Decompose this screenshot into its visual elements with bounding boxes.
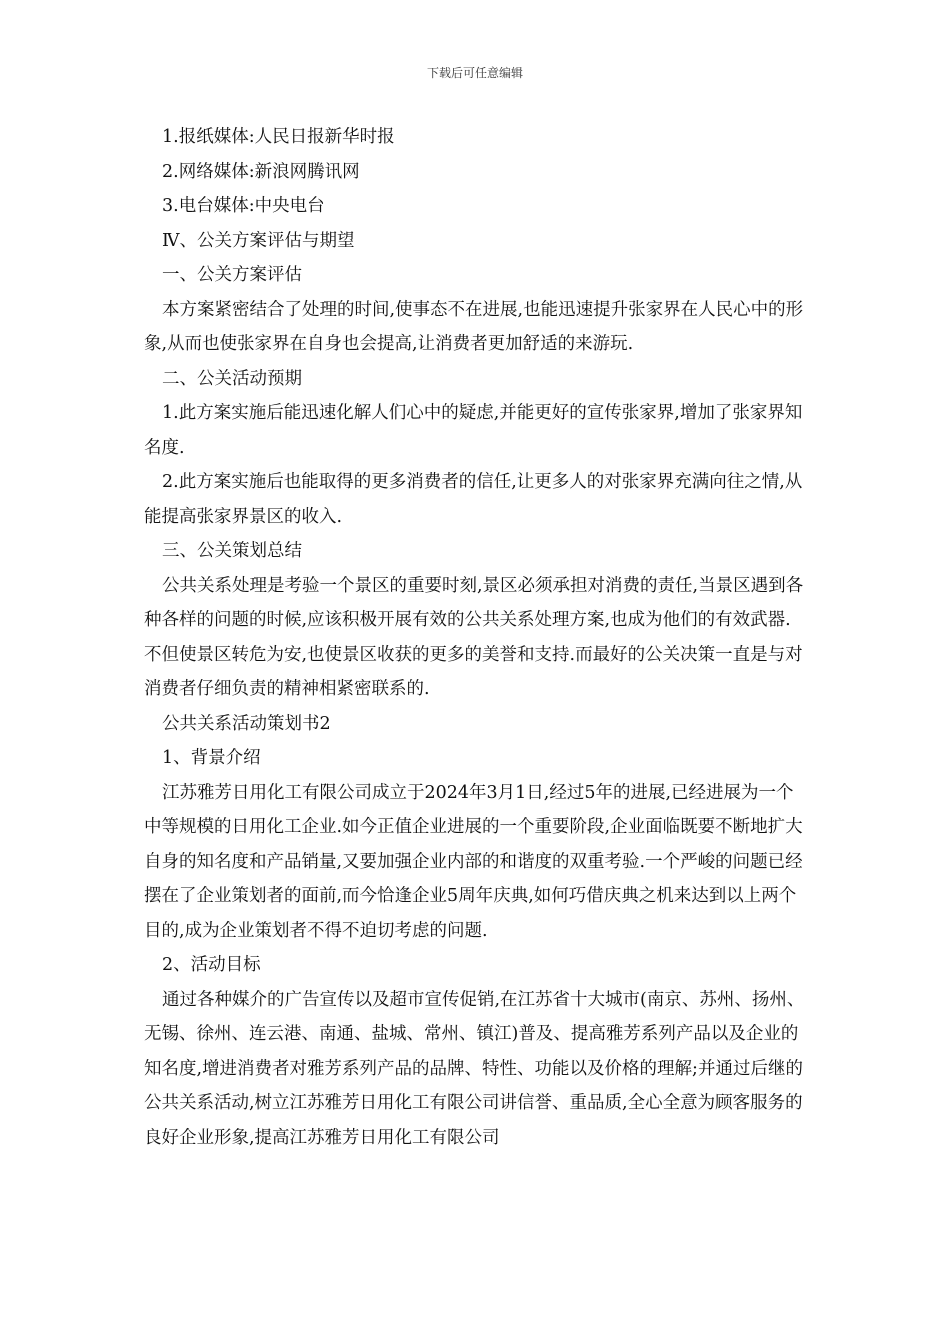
paragraph-evaluation: 本方案紧密结合了处理的时间,使事态不在进展,也能迅速提升张家界在人民心中的形象,从而也使张家界在自身也会提高,让消费者更加舒适的来游玩. bbox=[144, 299, 804, 354]
subheading-summary: 三、公关策划总结 bbox=[162, 541, 302, 561]
paragraph-media-internet: 2.网络媒体:新浪网腾讯网 bbox=[162, 161, 360, 182]
subheading-expectations: 二、公关活动预期 bbox=[162, 368, 302, 389]
section-heading-evaluation: Ⅳ、公关方案评估与期望 bbox=[162, 230, 355, 251]
paragraph-summary: 公共关系处理是考验一个景区的重要时刻,景区必须承担对消费的责任,当景区遇到各种各样的问题的时候,应该积极开展有效的公共关系处理方案,也成为他们的有效武器.不但使景区转危为安,也使景区收获的更多的美誉和支持.而最好的公关决策一直是与对消费者仔细负责的精神相紧密联系的. bbox=[144, 575, 804, 699]
paragraph-expectation-1: 1.此方案实施后能迅速化解人们心中的疑虑,并能更好的宣传张家界,增加了张家界知名度. bbox=[144, 403, 803, 458]
paragraph-activity-goals: 通过各种媒介的广告宣传以及超市宣传促销,在江苏省十大城市(南京、苏州、扬州、无锡、徐州、连云港、南通、盐城、常州、镇江)普及、提高雅芳系列产品以及企业的知名度,增进消费者对雅芳系列产品的品牌、特性、功能以及价格的理解;并通过后继的公共关系活动,树立江苏雅芳日用化工有限公司讲信誉、重品质,全心全意为顾客服务的良好企业形象,提高江苏雅芳日用化工有限公司 bbox=[144, 989, 805, 1148]
subheading-activity-goals: 2、活动目标 bbox=[162, 955, 261, 975]
paragraph-background: 江苏雅芳日用化工有限公司成立于2024年3月1日,经过5年的进展,已经进展为一个中等规模的日用化工企业.如今正值企业进展的一个重要阶段,企业面临既要不断地扩大自身的知名度和产品销量,又要加强企业内部的和谐度的双重考验.一个严峻的问题已经摆在了企业策划者的面前,而今恰逢企业5周年庆典,如何巧借庆典之机来达到以上两个目的,成为企业策划者不得不迫切考虑的问题. bbox=[144, 782, 803, 941]
paragraph-media-radio: 3.电台媒体:中央电台 bbox=[162, 196, 325, 216]
subheading-background: 1、背景介绍 bbox=[162, 748, 261, 768]
paragraph-expectation-2: 2.此方案实施后也能取得的更多消费者的信任,让更多人的对张家界充满向往之情,从能提高张家界景区的收入. bbox=[144, 472, 803, 527]
paragraph-media-newspaper: 1.报纸媒体:人民日报新华时报 bbox=[162, 127, 395, 147]
page-header: 下载后可任意编辑 bbox=[426, 66, 523, 80]
subheading-plan-evaluation: 一、公关方案评估 bbox=[162, 265, 302, 285]
document-body bbox=[144, 120, 808, 1155]
document-title-2: 公共关系活动策划书2 bbox=[162, 713, 331, 734]
